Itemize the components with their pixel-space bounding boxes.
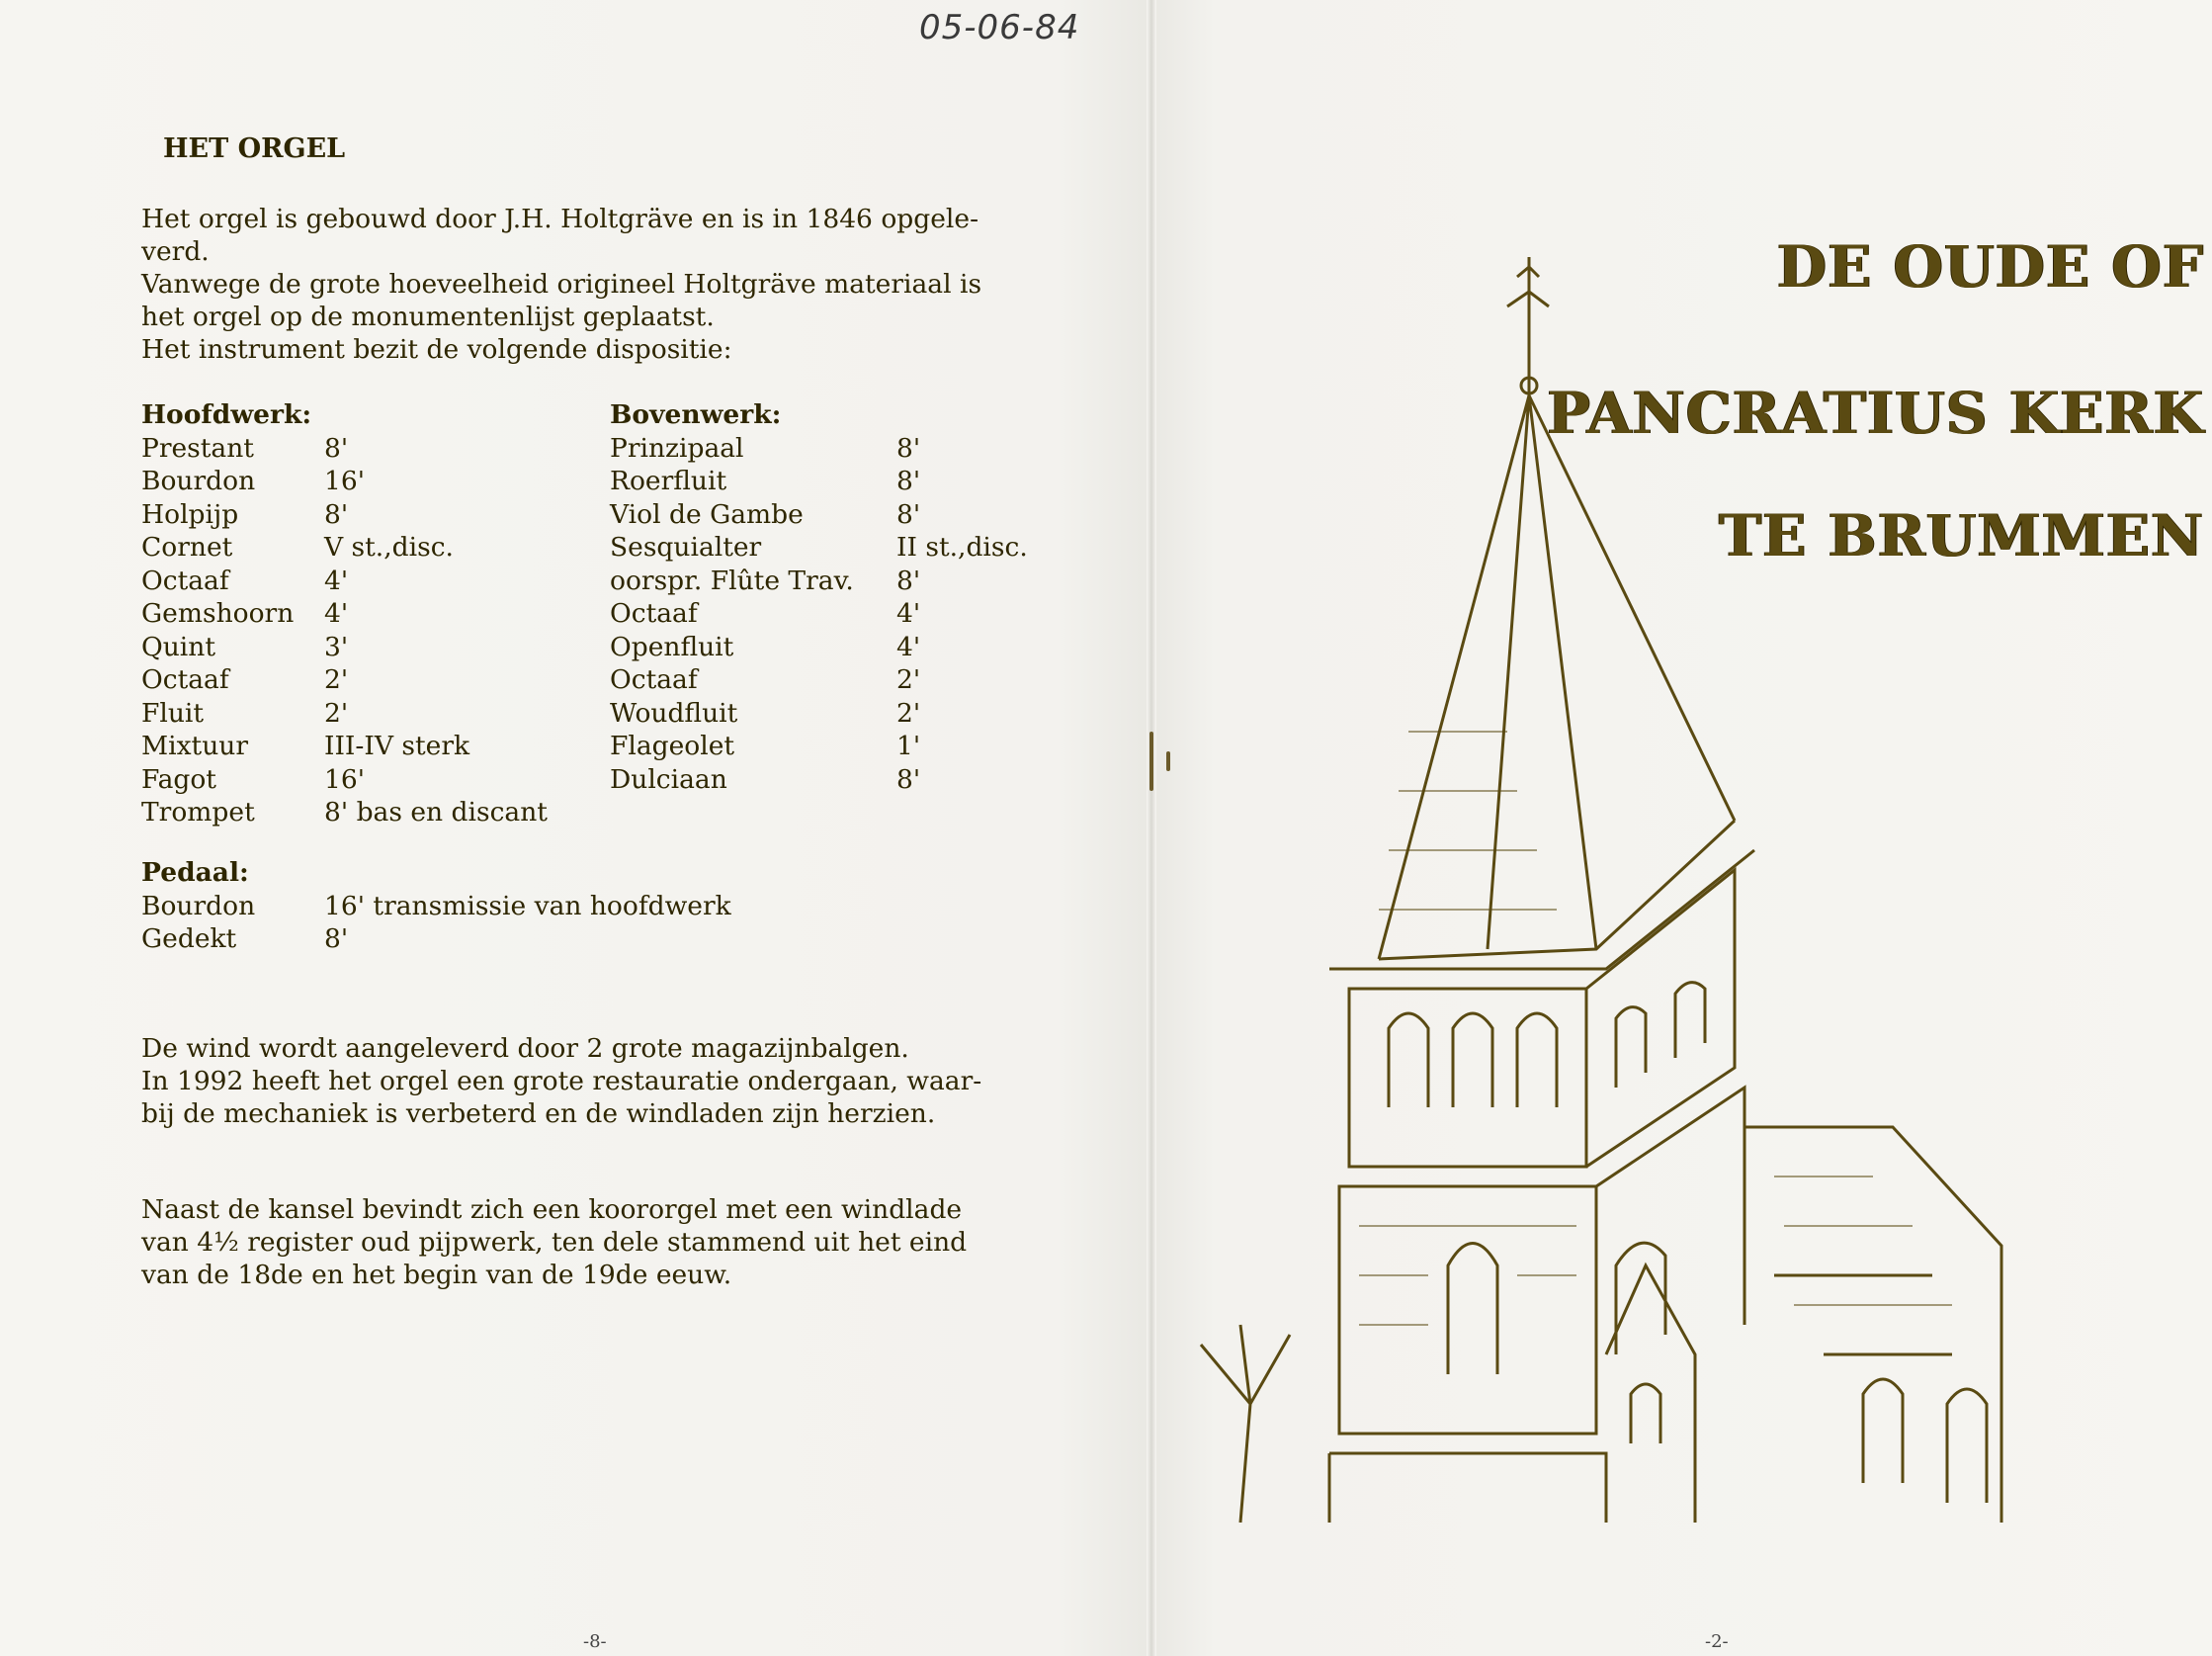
- handwritten-date: 05-06-84: [919, 8, 1080, 47]
- stop-value: 8': [324, 498, 349, 530]
- stop-value: 4': [324, 598, 349, 629]
- closing-paragraph-koororgel: [141, 1193, 1051, 1291]
- closing-line: van 4½ register oud pijpwerk, ten dele stammend uit het eind: [141, 1227, 968, 1258]
- stop-row: [610, 697, 1005, 731]
- section-heading: Bovenwerk:: [610, 399, 782, 430]
- stop-name: Openfluit: [610, 631, 734, 662]
- stop-name: Gemshoorn: [141, 598, 295, 629]
- stop-name: Prestant: [141, 432, 254, 464]
- stop-name: Octaaf: [141, 565, 229, 596]
- stop-row: [610, 663, 1005, 697]
- stop-row: [141, 531, 616, 565]
- book-spine: [1147, 0, 1156, 1656]
- stop-row: [141, 597, 616, 631]
- staple: [1166, 751, 1170, 771]
- stop-name: Dulciaan: [610, 763, 727, 795]
- pedaal-section: [141, 856, 893, 956]
- stop-value: 8' bas en discant: [324, 797, 548, 828]
- stop-value: 4': [324, 565, 349, 596]
- stop-name: Fagot: [141, 763, 216, 795]
- title-line: PANCRATIUS KERK: [1547, 380, 2204, 447]
- stop-name: Gedekt: [141, 923, 237, 954]
- section-heading: Pedaal:: [141, 857, 249, 888]
- title-line: TE BRUMMEN: [1719, 502, 2204, 569]
- closing-line: bij de mechaniek is verbeterd en de windladen zijn herzien.: [141, 1098, 936, 1129]
- stop-value: 8': [896, 498, 921, 530]
- stop-row: [610, 531, 1028, 565]
- stop-name: Bourdon: [141, 890, 256, 921]
- intro-line: het orgel op de monumentenlijst geplaatst.: [141, 302, 715, 332]
- right-page: [1151, 0, 2212, 1656]
- closing-line: Naast de kansel bevindt zich een koororgel met een windlade: [141, 1194, 963, 1225]
- stop-value: 3': [324, 631, 349, 662]
- intro-paragraph: [141, 203, 1041, 366]
- page-number: -8-: [583, 1631, 607, 1652]
- stop-row: [610, 498, 1005, 532]
- stop-row: [610, 763, 1005, 797]
- stop-name: Octaaf: [141, 664, 229, 695]
- stop-value: III-IV sterk: [324, 731, 470, 761]
- stop-value: 1': [896, 731, 921, 761]
- stop-name: Octaaf: [610, 664, 698, 695]
- stop-name: Flageolet: [610, 731, 735, 761]
- stop-row: [141, 890, 893, 923]
- intro-line: Het instrument bezit de volgende dispositie:: [141, 334, 732, 365]
- stop-value: 2': [896, 664, 921, 695]
- stop-name: Woudfluit: [610, 697, 738, 729]
- stop-value: 16': [324, 763, 366, 795]
- stop-value: 4': [896, 598, 921, 629]
- section-heading: Hoofdwerk:: [141, 399, 312, 430]
- stop-name: Viol de Gambe: [610, 498, 804, 530]
- stop-value: 16' transmissie van hoofdwerk: [324, 890, 731, 921]
- closing-line: van de 18de en het begin van de 19de eeuw.: [141, 1260, 732, 1290]
- page-title: HET ORGEL: [163, 133, 346, 164]
- stop-row: [141, 631, 616, 664]
- stop-row: [141, 922, 893, 956]
- bovenwerk-section: [610, 398, 1028, 796]
- stop-row: [141, 763, 616, 797]
- staple: [1149, 732, 1153, 791]
- stop-name: Mixtuur: [141, 731, 249, 761]
- stop-name: Roerfluit: [610, 466, 727, 496]
- stop-value: 2': [324, 697, 349, 729]
- stop-row: [610, 631, 1005, 664]
- stop-value: 8': [896, 466, 921, 496]
- intro-line: Het orgel is gebouwd door J.H. Holtgräve en is in 1846 opgele-: [141, 204, 979, 234]
- stop-row: [610, 730, 1005, 763]
- stop-row: [141, 465, 616, 498]
- stop-value: 2': [324, 664, 349, 695]
- stop-row: [141, 565, 616, 598]
- intro-line: verd.: [141, 236, 210, 267]
- stop-row: [610, 565, 1005, 598]
- stop-name: Prinzipaal: [610, 432, 744, 464]
- stop-name: Holpijp: [141, 498, 239, 530]
- stop-row: [141, 498, 616, 532]
- closing-line: In 1992 heeft het orgel een grote restauratie ondergaan, waar-: [141, 1066, 982, 1096]
- stop-value: 8': [896, 432, 921, 464]
- stop-value: 8': [896, 763, 921, 795]
- stop-row: [141, 796, 616, 829]
- stop-row: [141, 432, 616, 466]
- stop-row: [610, 465, 1005, 498]
- stop-row: [141, 663, 616, 697]
- stop-name: Sesquialter: [610, 532, 762, 563]
- hoofdwerk-section: [141, 398, 616, 829]
- stop-value: 2': [896, 697, 921, 729]
- stop-value: II st.,disc.: [896, 532, 1028, 563]
- stop-value: 8': [896, 565, 921, 596]
- closing-paragraph-wind: [141, 1032, 1051, 1130]
- page-number: -2-: [1705, 1631, 1729, 1652]
- stop-name: Quint: [141, 631, 215, 662]
- stop-name: Fluit: [141, 697, 205, 729]
- stop-name: oorspr. Flûte Trav.: [610, 565, 854, 596]
- stop-row: [141, 730, 616, 763]
- stop-value: 8': [324, 923, 349, 954]
- stop-value: V st.,disc.: [324, 532, 454, 563]
- stop-value: 4': [896, 631, 921, 662]
- closing-line: De wind wordt aangeleverd door 2 grote magazijnbalgen.: [141, 1033, 909, 1064]
- stop-value: 16': [324, 466, 366, 496]
- stop-row: [610, 432, 1005, 466]
- stop-name: Bourdon: [141, 466, 256, 496]
- stop-name: Octaaf: [610, 598, 698, 629]
- intro-line: Vanwege de grote hoeveelheid origineel Holtgräve materiaal is: [141, 269, 982, 300]
- stop-value: 8': [324, 432, 349, 464]
- title-line: DE OUDE OF: [1776, 233, 2204, 301]
- stop-row: [141, 697, 616, 731]
- stop-row: [610, 597, 1005, 631]
- stop-name: Cornet: [141, 532, 233, 563]
- stop-name: Trompet: [141, 797, 255, 828]
